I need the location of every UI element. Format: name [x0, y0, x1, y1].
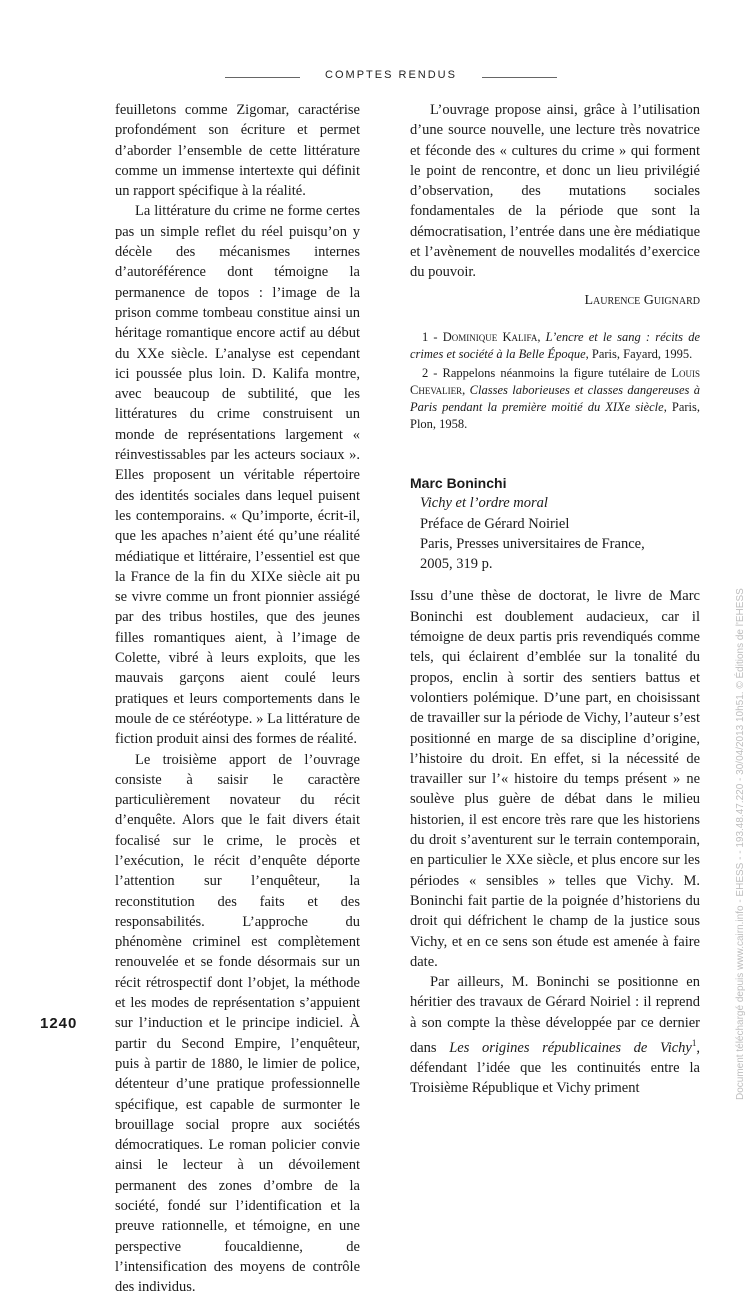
header-rule-left [225, 77, 300, 78]
review-cited-title: Les origines républicaines de Vichy [449, 1039, 692, 1056]
left-paragraph-1: feuilletons comme Zigomar, caractérise profondément son écriture et permet d’aborder l’ensemble de cette littérature comme un immense intertexte qui définit un rapport spécifique à la réalité. [115, 102, 360, 200]
footnote-1-number: 1 - [422, 329, 443, 344]
right-paragraph-1: L’ouvrage propose ainsi, grâce à l’utilisation d’une source nouvelle, une lecture très novatrice et féconde des « cultures du crime » qui forment le point de rencontre, et donc un lieu privilégié d’observation, des mutations sociales fondamentales de la période que sont la démocratisation, l’entrée dans une ère médiatique et l’avènement de nouvelles modalités d’exercice du pouvoir. [410, 102, 700, 281]
review-bibliography [410, 493, 700, 574]
header-title: COMPTES RENDUS [325, 69, 457, 81]
review-publisher: Paris, Presses universitaires de France, [420, 535, 645, 552]
footnote-1: 1 - Dominique Kalifa, L’encre et le sang : récits de crimes et société à la Belle Époque, Paris, Fayard, 1995. [410, 329, 700, 361]
footnote-1-author: Dominique Kalifa [442, 329, 538, 344]
header-rule-right [482, 77, 557, 78]
footnote-2-author: Louis Chevalier [410, 365, 700, 397]
review-body [410, 586, 700, 1098]
footnote-2-rest: , Paris, Plon, 1958. [410, 399, 700, 431]
review-preface: Préface de Gérard Noiriel [420, 515, 570, 532]
footnote-2-title: Classes laborieuses et classes dangereuses à Paris pendant la première moitié du XIXe siècle [410, 382, 700, 414]
right-column [410, 100, 700, 1099]
running-header [0, 62, 754, 92]
left-paragraph-2: La littérature du crime ne forme certes pas un simple reflet du réel puisqu’on y décèle des mécanismes internes d’autoréférence dont témoigne la permanence de topos : l’image de la prison comme tombeau constitue ainsi un héritage romantique encore actif au début du XXe siècle. L’analyse est cependant ici poussée plus loin. D. Kalifa montre, avec beaucoup de subtilité, que les littératures du crime construisent un monde de représentations largement « réinvestissables par les acteurs sociaux ». Elles proposent un véritable répertoire des identités sociales dans lequel puisent les contemporains. « Qu’importe, écrit-il, que les apaches n’aient été qu’une réalité médiatique et littéraire, l’essentiel est que la France de la fin du XIXe siècle ait pu se vivre comme un front pionnier assiégé par des tribus hostiles, que des jeunes filles romantiques aient, à l’image de Colette, vibré à leurs exploits, que les mauvais garçons aient coulé leurs pratiques et leurs comportements dans le moule de ce stéréotype. » La littérature de fiction produit ainsi des formes de réalité. [115, 203, 360, 748]
left-column [115, 100, 360, 1298]
review-date-pages: 2005, 319 p. [420, 556, 493, 573]
review-paragraph-2 [410, 972, 700, 1099]
footnote-2-pre: Rappelons néanmoins la figure tutélaire de [442, 365, 672, 380]
review-paragraph-2-post: , défendant l’idée que les continuités entre la Troisième République et Vichy priment [410, 1039, 700, 1097]
left-paragraph-3: Le troisième apport de l’ouvrage consiste à saisir le caractère particulièrement novateur du récit d’enquête. Alors que le fait divers était focalisé sur le crime, le procès et l’exécution, le récit d’enquête déporte l’attention sur l’enquêteur, la reconstitution des faits et des responsabilités. L’approche du phénomène criminel est complètement renouvelée et se fonde désormais sur un récit rétrospectif dont l’objet, la méthode et les modes de représentation s’appuient sur l’induction et le principe indiciel. À partir du Second Empire, l’enquêteur, puis à partir de 1880, le limier de police, détenteur d’une pratique professionnelle spécifique, est capable de surmonter le brouillage social propre aux sociétés démocratiques. Le roman policier convie ainsi le lecteur à un dévoilement permanent des zones d’ombre de la société, fondé sur l’identification et la preuve rationnelle, et témoigne, en une perspective foucaldienne, de l’intensification des moyens de contrôle des individus. [115, 751, 360, 1296]
review-paragraph-2-pre: Par ailleurs, M. Boninchi se positionne en héritier des travaux de Gérard Noiriel : il reprend à son compte la thèse développée par ce dernier dans [410, 974, 700, 1056]
review-signature: Laurence Guignard [584, 292, 700, 308]
download-watermark: Document téléchargé depuis www.cairn.info - EHESS - - 193.48.47.220 - 30/04/2013 10h51. © Éditions de l'EHESS [735, 588, 746, 1100]
page-number: 1240 [40, 1015, 78, 1032]
footnote-2: 2 - Rappelons néanmoins la figure tutélaire de Louis Chevalier, Classes laborieuses et classes dangereuses à Paris pendant la première moitié du XIXe siècle, Paris, Plon, 1958. [410, 365, 700, 431]
review-footnote-ref: 1 [691, 1037, 697, 1048]
review-author: Marc Boninchi [410, 474, 507, 491]
review-book-title: Vichy et l’ordre moral [420, 495, 548, 512]
review-paragraph-1: Issu d’une thèse de doctorat, le livre de Marc Boninchi est doublement audacieux, car il témoigne de deux partis pris revendiqués comme tels, qui éclairent d’emblée sur la tonalité du propos, enclin à sortir des sentiers battus et volontiers polémique. D’une part, en choisissant de travailler sur la période de Vichy, l’auteur s’est positionné en marge de sa discipline d’origine, l’histoire du droit. En effet, si la nécessité de travailler sur l’« histoire du temps présent » ne soulève plus guère de débat dans le milieu historien, il est encore très rare que les historiens du droit s’aventurent sur le terrain contemporain, en particulier le XXe siècle, et plus encore sur les périodes « sensibles » telles que Vichy. M. Boninchi fait partie de la poignée d’historiens du droit qui défrichent le champ de la justice sous Vichy, et en ce sens son étude est amenée à faire date. [410, 588, 700, 970]
footnote-2-number: 2 - [422, 365, 443, 380]
footnote-1-title: L’encre et le sang : récits de crimes et société à la Belle Époque [410, 329, 700, 361]
footnote-1-rest: , Paris, Fayard, 1995. [585, 346, 693, 361]
footnotes [410, 329, 700, 433]
review-entry [410, 473, 700, 1099]
